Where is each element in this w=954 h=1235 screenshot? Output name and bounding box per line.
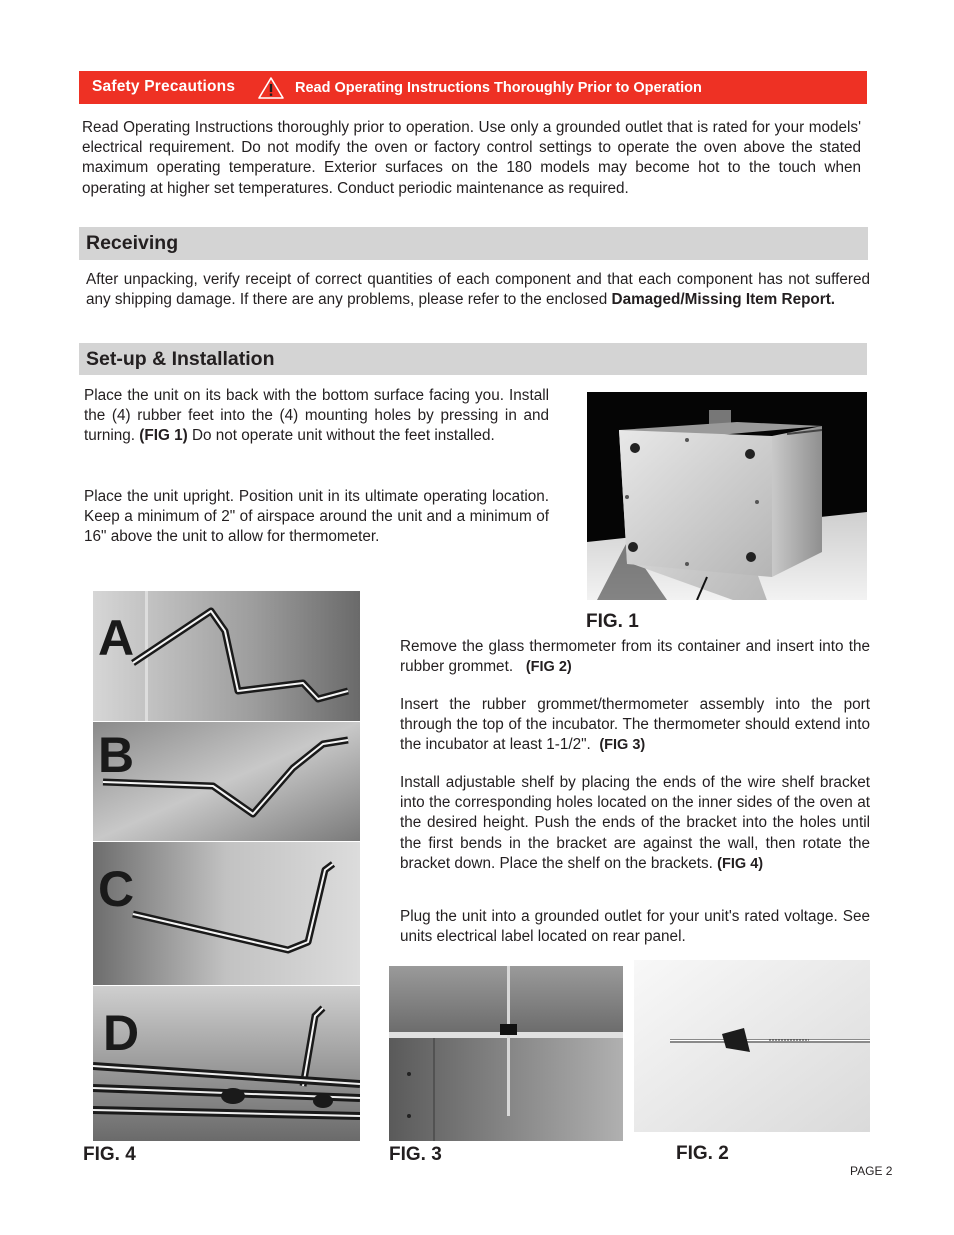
- setup-paragraph-2: Place the unit upright. Position unit in its ultimate operating location. Keep a minimum of 2" of airspace around the unit and a minimum of 16" above the unit to allow for thermometer.: [84, 488, 549, 546]
- fig3-reference: (FIG 3): [599, 737, 646, 754]
- fig1-reference: (FIG 1): [139, 427, 188, 445]
- receiving-title: Receiving: [86, 232, 179, 254]
- fig3-photo: [389, 966, 623, 1141]
- safety-title: Safety Precautions: [92, 78, 236, 95]
- setup-paragraph-1: [84, 386, 549, 447]
- page-number: PAGE 2: [850, 1164, 893, 1178]
- fig4-panel-b: [93, 722, 360, 841]
- setup-p3-text: Remove the glass thermometer from its container and insert into the rubber grommet.: [400, 638, 870, 676]
- fig2-reference: (FIG 2): [525, 659, 572, 676]
- fig1-label: FIG. 1: [586, 611, 639, 632]
- panel-label-a: A: [98, 610, 135, 666]
- thermometer-port-image: [389, 966, 623, 1141]
- receiving-body-text: After unpacking, verify receipt of correct quantities of each component and that each component has not suffered any shipping damage. If there are any problems, please refer to the enclosed: [86, 271, 870, 309]
- fig4-label: FIG. 4: [83, 1144, 136, 1165]
- fig2-label: FIG. 2: [676, 1143, 729, 1164]
- panel-label-b: B: [98, 727, 135, 783]
- safety-header-bar: [79, 71, 867, 104]
- setup-paragraph-5: [400, 773, 870, 874]
- damaged-missing-report: Damaged/Missing Item Report.: [611, 291, 836, 309]
- setup-paragraph-4: [400, 695, 870, 756]
- panel-label-d: D: [103, 1005, 140, 1061]
- warning-icon: [257, 76, 285, 100]
- setup-section-bar: [79, 343, 867, 375]
- safety-subtitle: Read Operating Instructions Thoroughly Prior to Operation: [295, 80, 702, 96]
- setup-p1-text-2: Do not operate unit without the feet installed.: [187, 427, 495, 445]
- thermometer-grommet-image: [634, 960, 870, 1132]
- safety-body: Read Operating Instructions thoroughly prior to operation. Use only a grounded outlet that is rated for your models' electrical requirement. Do not modify the oven or factory control settings to operate the oven above the stated maximum operating temperature. Exterior surfaces on the 180 models may become hot to the touch when operating at higher set temperatures. Conduct periodic maintenance as required.: [82, 119, 861, 197]
- fig4-panel-c: [93, 842, 360, 985]
- fig4-panel-d: [93, 986, 360, 1141]
- receiving-body: [86, 270, 870, 310]
- fig4-panel-a: [93, 591, 360, 721]
- setup-paragraph-3: [400, 637, 870, 677]
- setup-title: Set-up & Installation: [86, 348, 275, 370]
- fig4-reference: (FIG 4): [717, 855, 764, 872]
- fig2-photo: [634, 960, 870, 1132]
- fig1-photo: [587, 392, 867, 600]
- panel-label-c: C: [98, 861, 135, 917]
- setup-p4-text: Insert the rubber grommet/thermometer assembly into the port through the top of the incubator. The thermometer should extend into the incubator at least 1-1/2".: [400, 696, 870, 754]
- fig3-label: FIG. 3: [389, 1144, 442, 1165]
- setup-paragraph-6: Plug the unit into a grounded outlet for your unit's rated voltage. See units electrical label located on rear panel.: [400, 908, 870, 946]
- incubator-image: [587, 392, 867, 600]
- setup-p5-text: Install adjustable shelf by placing the ends of the wire shelf bracket into the corresponding holes located on the inner sides of the oven at the desired height. Push the ends of the bracket into the holes until the first bends in the bracket are against the wall, then rotate the bracket down. Place the shelf on the brackets.: [400, 774, 870, 872]
- receiving-section-bar: [79, 227, 868, 260]
- setup-p1-text: Place the unit on its back with the bottom surface facing you. Install the (4) rubber feet into the (4) mounting holes by pressing in and turning.: [84, 387, 549, 445]
